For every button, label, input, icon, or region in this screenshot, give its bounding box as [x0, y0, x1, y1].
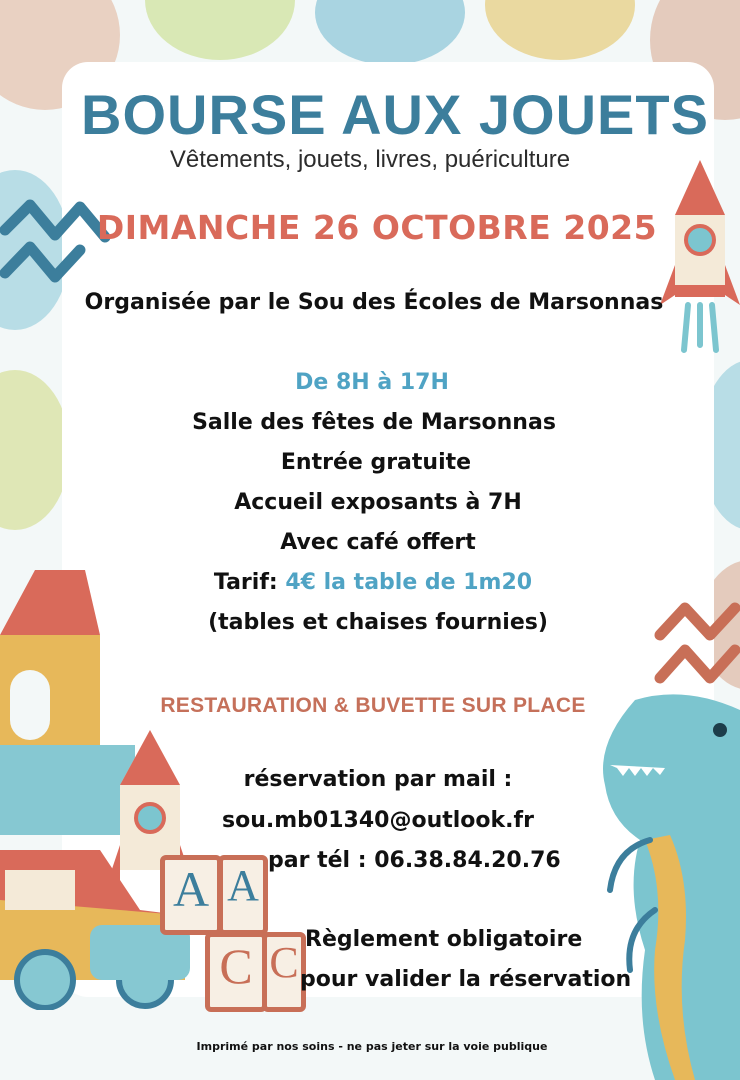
tarif-value: 4€ la table de 1m20 — [285, 570, 533, 595]
poster-subtitle: Vêtements, jouets, livres, puériculture — [169, 146, 571, 173]
restauration-banner: RESTAURATION & BUVETTE SUR PLACE — [160, 694, 586, 717]
payment-required-line1: Règlement obligatoire — [305, 927, 583, 952]
tarif-label: Tarif: — [213, 570, 278, 595]
event-venue: Salle des fêtes de Marsonnas — [192, 410, 556, 435]
ball-decoration-top-4 — [485, 0, 635, 60]
print-notice-footer: Imprimé par nos soins - ne pas jeter sur la voie publique — [196, 1040, 548, 1053]
entry-info: Entrée gratuite — [280, 450, 472, 475]
reservation-email: sou.mb01340@outlook.fr — [222, 808, 534, 833]
tables-info: (tables et chaises fournies) — [208, 610, 548, 635]
tarif-line — [0, 570, 740, 595]
letter-block-a-1: A — [160, 855, 222, 935]
payment-required-line2: pour valider la réservation — [300, 967, 632, 992]
organizer-line: Organisée par le Sou des Écoles de Marsonnas — [84, 290, 664, 315]
reservation-phone: par tél : 06.38.84.20.76 — [268, 848, 561, 873]
letter-block-c-1: C — [205, 932, 267, 1012]
soccer-ball-decoration — [315, 0, 465, 65]
event-date: DIMANCHE 26 OCTOBRE 2025 — [96, 208, 658, 247]
event-hours: De 8H à 17H — [295, 370, 449, 395]
rocket-illustration-right — [660, 155, 740, 355]
poster-title: BOURSE AUX JOUETS — [81, 83, 709, 146]
letter-block-c-2: C — [262, 932, 306, 1012]
letter-block-a-2: A — [218, 855, 268, 935]
reservation-mail-label: réservation par mail : — [243, 767, 513, 792]
zigzag-decoration-right — [650, 590, 740, 700]
ball-decoration-top-2 — [145, 0, 295, 60]
coffee-info: Avec café offert — [280, 530, 476, 555]
exhibitors-info: Accueil exposants à 7H — [234, 490, 522, 515]
dinosaur-illustration — [595, 690, 740, 1080]
toy-house-illustration — [0, 565, 110, 775]
